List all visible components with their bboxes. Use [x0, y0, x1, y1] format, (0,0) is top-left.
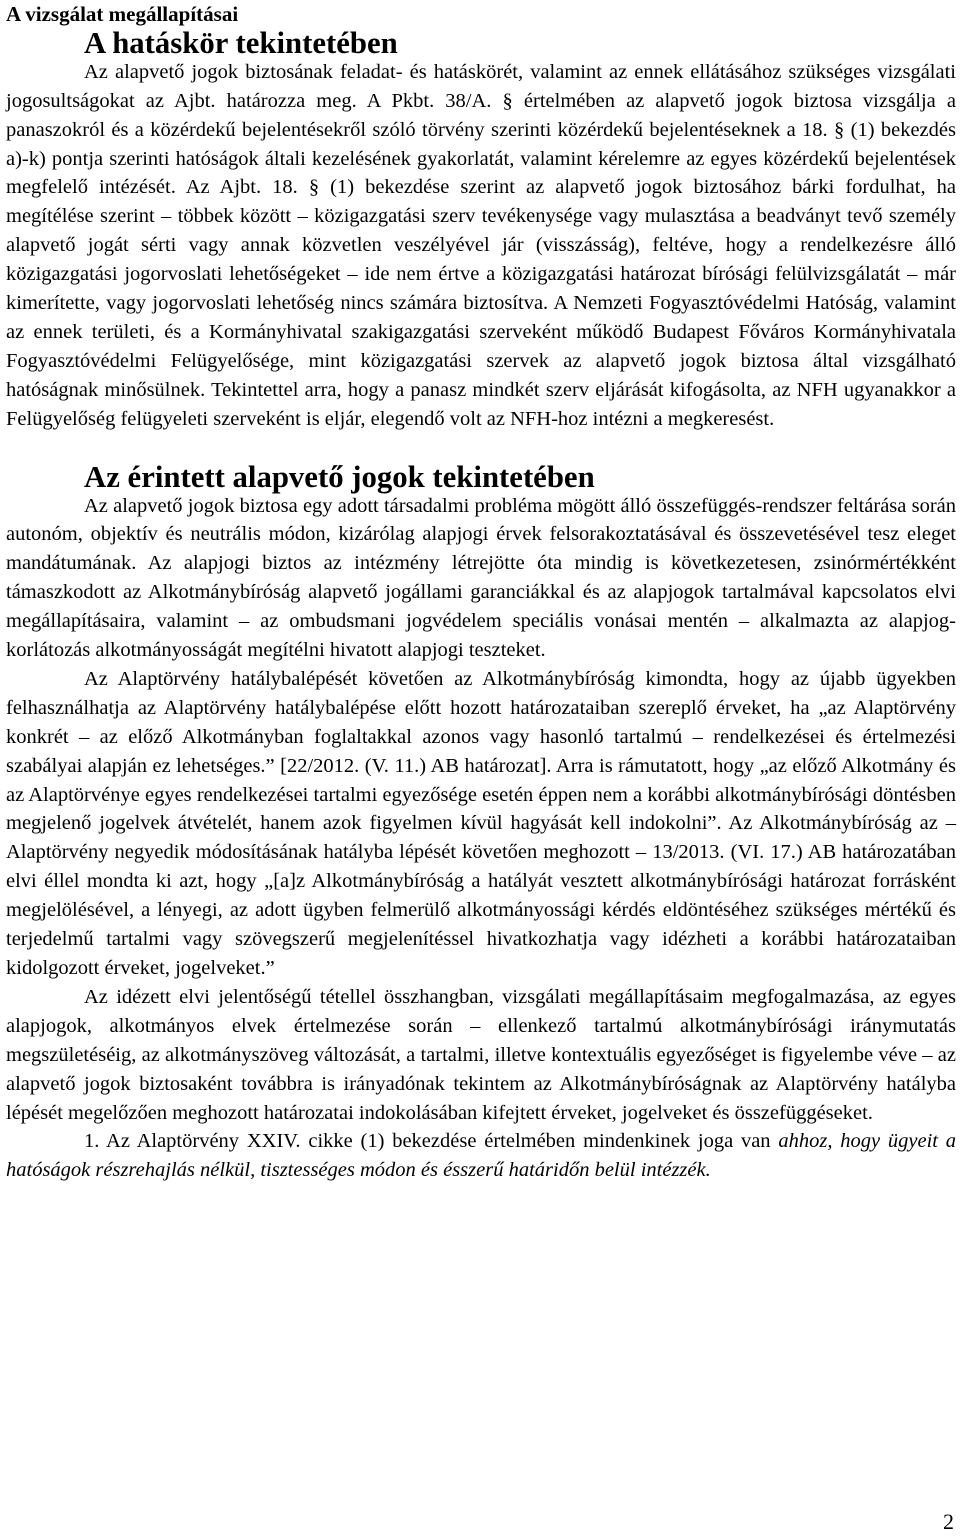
spacer: [6, 434, 956, 463]
section-title-competence: A hatáskör tekintetében: [84, 25, 398, 60]
paragraph-rights-3: Az idézett elvi jelentőségű tétellel összhangban, vizsgálati megállapításaim megfogalmazása, az egyes alapjogok, alkotmányos elvek értelmezése során – ellenkező tartalmú alkotmánybírósági iránymutatás megszületéséig, az alkotmányszöveg változását, a tartalmi, illetve kontextuális egyezőséget is figyelembe véve – az alapvető jogok biztosaként továbbra is irányadónak tekintem az Alkotmánybíróságnak az Alaptörvény hatályba lépését megelőzően meghozott határozatai indokolásában kifejtett érveket, jogelveket és összefüggéseket.: [6, 985, 956, 1124]
main-heading: A vizsgálat megállapításai: [6, 2, 239, 26]
paragraph-competence: Az alapvető jogok biztosának feladat- és hatáskörét, valamint az ennek ellátásához szükséges vizsgálati jogosultságokat az Ajbt. határozza meg. A Pkbt. 38/A. § értelmében az alapvető jogok biztosa vizsgálja a panaszokról és a közérdekű bejelentésekről szóló törvény szerinti közérdekű bejelentéseknek a 18. § (1) bekezdés a)-k) pontja szerinti hatóságok általi kezelésének gyakorlatát, valamint kérelemre az egyes közérdekű bejelentések megfelelő intézését. Az Ajbt. 18. § (1) bekezdése szerint az alapvető jogok biztosához bárki fordulhat, ha megítélése szerint – többek között – közigazgatási szerv tevékenysége vagy mulasztása a beadványt tevő személy alapvető jogát sérti vagy annak közvetlen veszélyével jár (visszásság), feltéve, hogy a rendelkezésre álló közigazgatási jogorvoslati lehetőségeket – ide nem értve a közigazgatási határozat bírósági felülvizsgálatát – már kimerítette, vagy jogorvoslati lehetőség nincs számára biztosítva. A Nemzeti Fogyasztóvédelmi Hatóság, valamint az ennek területi, és a Kormányhivatal szakigazgatási szerveként működő Budapest Főváros Kormányhivatala Fogyasztóvédelmi Felügyelősége, mint közigazgatási szervek az alapvető jogok biztosa által vizsgálható hatóságnak minősülnek. Tekintettel arra, hogy a panasz mindkét szerv eljárását kifogásolta, az NFH ugyanakkor a Felügyelőség felügyeleti szerveként is eljár, elegendő volt az NFH-hoz intézni a megkeresést.: [6, 60, 956, 430]
item-1-italic-quote: ahhoz, hogy ügyeit a hatóságok részrehajlás nélkül, tisztességes módon és ésszerű határidőn belül intézzék.: [6, 1130, 957, 1182]
paragraph-rights-1: Az alapvető jogok biztosa egy adott társadalmi probléma mögött álló összefüggés-rendszer feltárása során autonóm, objektív és neutrális módon, kizárólag alapjogi érvek felsorakoztatásával és összevetésével tesz eleget mandátumának. Az alapjogi biztos az intézmény létrejötte óta mindig is következetesen, zsinórmértékként támaszkodott az Alkotmánybíróság alapvető jogállami garanciákkal és az alapjogok tartalmával kapcsolatos elvi megállapításaira, valamint – az ombudsmani jogvédelem speciális vonásai mentén – alkalmazta az alapjog-korlátozás alkotmányosságát megítélni hivatott alapjogi teszteket.: [6, 494, 956, 662]
page-number: 2: [943, 1509, 954, 1534]
paragraph-item-1: [6, 1127, 956, 1185]
item-1-text: 1. Az Alaptörvény XXIV. cikke (1) bekezdése értelmében mindenkinek joga van: [84, 1130, 779, 1153]
document-body: [6, 0, 956, 1185]
paragraph-rights-2: Az Alaptörvény hatálybalépését követően az Alkotmánybíróság kimondta, hogy az újabb ügyekben felhasználhatja az Alaptörvény hatálybalépése előtt hozott határozataiban szereplő érveket, ha „az Alaptörvény konkrét – az előző Alkotmányban foglaltakkal azonos vagy hasonló tartalmú – rendelkezései és értelmezési szabályai alapján ez lehetséges.” [22/2012. (V. 11.) AB határozat]. Arra is rámutatott, hogy „az előző Alkotmány és az Alaptörvénye egyes rendelkezései tartalmi egyezősége esetén éppen nem a korábbi alkotmánybírósági döntésben megjelenő jogelvek átvételét, hanem azok figyelmen kívül hagyását kell indokolni”. Az Alkotmánybíróság az – Alaptörvény negyedik módosításának hatályba lépését követően meghozott – 13/2013. (VI. 17.) AB határozatában elvi éllel mondta ki azt, hogy „[a]z Alkotmánybíróság a hatályát vesztett alkotmánybírósági határozat forrásként megjelölésével, a lényegi, az adott ügyben felmerülő alkotmányossági kérdés eldöntéséhez szükséges mértékű és terjedelmű tartalmi vagy szövegszerű megjelenítéssel hivatkozhatja vagy idézheti a korábbi határozataiban kidolgozott érveket, jogelveket.”: [6, 667, 956, 979]
section-title-rights: Az érintett alapvető jogok tekintetében: [84, 459, 595, 494]
